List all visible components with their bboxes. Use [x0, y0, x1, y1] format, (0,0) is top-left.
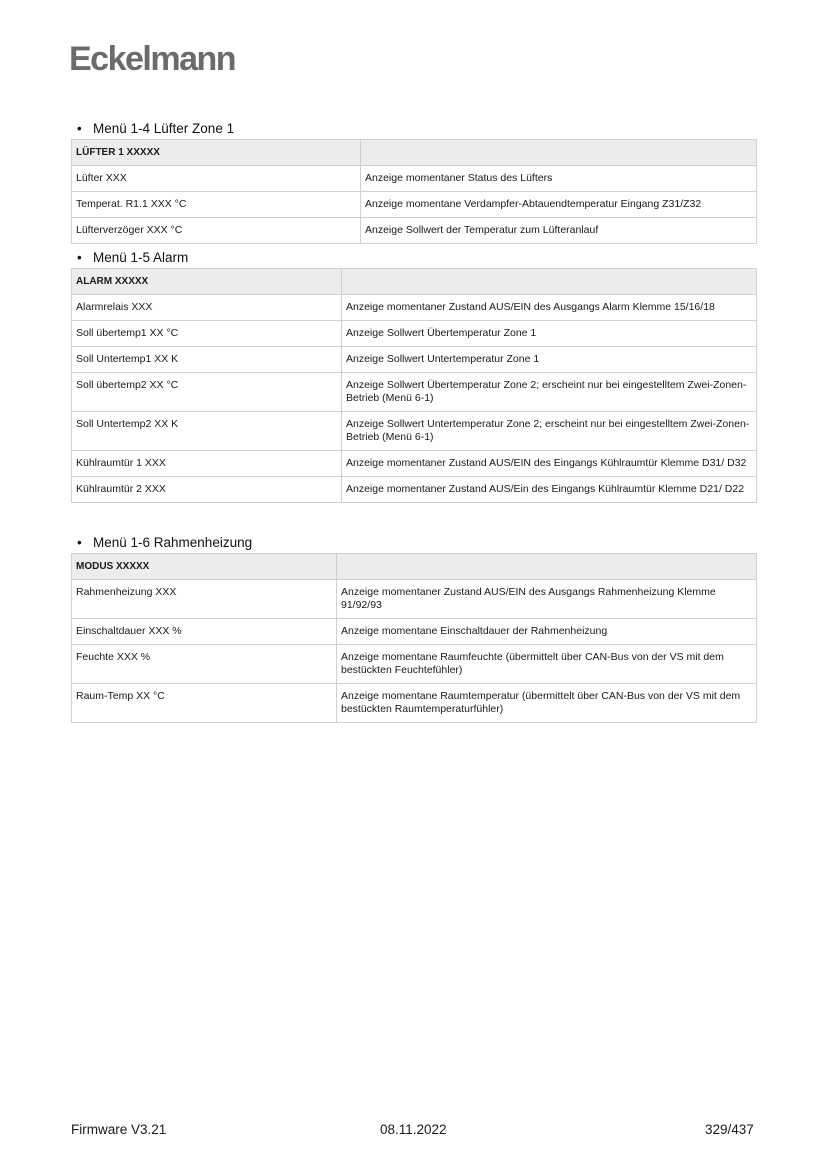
section-heading	[71, 119, 756, 139]
table-header-cell: ALARM XXXXX	[72, 269, 342, 295]
table-row	[72, 619, 757, 645]
desc-cell: Anzeige momentane Raumfeuchte (übermittelt über CAN-Bus von der VS mit dem bestückten Feuchtefühler)	[337, 645, 757, 684]
desc-cell: Anzeige momentaner Zustand AUS/Ein des Eingangs Kühlraumtür Klemme D21/ D22	[342, 477, 757, 503]
table-row	[72, 347, 757, 373]
param-cell: Soll Untertemp1 XX K	[72, 347, 342, 373]
param-cell: Temperat. R1.1 XXX °C	[72, 192, 361, 218]
param-cell: Feuchte XXX %	[72, 645, 337, 684]
section-title: Menü 1-4 Lüfter Zone 1	[93, 121, 235, 136]
table-header-cell: LÜFTER 1 XXXXX	[72, 140, 361, 166]
table-header-row	[72, 554, 757, 580]
table-row	[72, 412, 757, 451]
section-title: Menü 1-5 Alarm	[93, 250, 189, 265]
table-row	[72, 373, 757, 412]
info-table	[71, 553, 757, 723]
param-cell: Soll übertemp2 XX °C	[72, 373, 342, 412]
desc-cell: Anzeige Sollwert Übertemperatur Zone 1	[342, 321, 757, 347]
desc-cell: Anzeige momentane Verdampfer-Abtauendtemperatur Eingang Z31/Z32	[361, 192, 757, 218]
company-logo: Eckelmann	[69, 40, 236, 78]
desc-cell: Anzeige momentaner Zustand AUS/EIN des Eingangs Kühlraumtür Klemme D31/ D32	[342, 451, 757, 477]
param-cell: Alarmrelais XXX	[72, 295, 342, 321]
table-header-empty	[361, 140, 757, 166]
desc-cell: Anzeige Sollwert der Temperatur zum Lüfteranlauf	[361, 218, 757, 244]
section-heading	[71, 248, 756, 268]
param-cell: Lüfter XXX	[72, 166, 361, 192]
section-menu-1-4	[71, 119, 756, 244]
table-row	[72, 684, 757, 723]
table-row	[72, 477, 757, 503]
desc-cell: Anzeige momentaner Zustand AUS/EIN des Ausgangs Rahmenheizung Klemme 91/92/93	[337, 580, 757, 619]
bullet-icon: •	[77, 250, 82, 265]
param-cell: Einschaltdauer XXX %	[72, 619, 337, 645]
footer-page-number: 329/437	[705, 1122, 754, 1137]
desc-cell: Anzeige Sollwert Übertemperatur Zone 2; erscheint nur bei eingestelltem Zwei-Zonen-Betrieb (Menü 6-1)	[342, 373, 757, 412]
param-cell: Soll Untertemp2 XX K	[72, 412, 342, 451]
table-header-cell: MODUS XXXXX	[72, 554, 337, 580]
table-row	[72, 321, 757, 347]
section-heading	[71, 533, 756, 553]
desc-cell: Anzeige momentane Raumtemperatur (übermittelt über CAN-Bus von der VS mit dem bestückten Raumtemperaturfühler)	[337, 684, 757, 723]
param-cell: Rahmenheizung XXX	[72, 580, 337, 619]
desc-cell: Anzeige Sollwert Untertemperatur Zone 2; erscheint nur bei eingestelltem Zwei-Zonen-Betrieb (Menü 6-1)	[342, 412, 757, 451]
table-row	[72, 295, 757, 321]
desc-cell: Anzeige momentaner Status des Lüfters	[361, 166, 757, 192]
table-header-row	[72, 140, 757, 166]
table-row	[72, 218, 757, 244]
param-cell: Kühlraumtür 2 XXX	[72, 477, 342, 503]
table-header-row	[72, 269, 757, 295]
table-header-empty	[342, 269, 757, 295]
desc-cell: Anzeige momentane Einschaltdauer der Rahmenheizung	[337, 619, 757, 645]
table-row	[72, 645, 757, 684]
section-menu-1-6	[71, 533, 756, 723]
desc-cell: Anzeige Sollwert Untertemperatur Zone 1	[342, 347, 757, 373]
table-row	[72, 451, 757, 477]
table-header-empty	[337, 554, 757, 580]
desc-cell: Anzeige momentaner Zustand AUS/EIN des Ausgangs Alarm Klemme 15/16/18	[342, 295, 757, 321]
param-cell: Lüfterverzöger XXX °C	[72, 218, 361, 244]
param-cell: Soll übertemp1 XX °C	[72, 321, 342, 347]
param-cell: Raum-Temp XX °C	[72, 684, 337, 723]
footer-firmware: Firmware V3.21	[71, 1122, 167, 1137]
section-title: Menü 1-6 Rahmenheizung	[93, 535, 253, 550]
table-row	[72, 580, 757, 619]
info-table	[71, 139, 757, 244]
param-cell: Kühlraumtür 1 XXX	[72, 451, 342, 477]
info-table	[71, 268, 757, 503]
footer-date: 08.11.2022	[380, 1122, 447, 1137]
table-row	[72, 166, 757, 192]
table-row	[72, 192, 757, 218]
section-menu-1-5	[71, 248, 756, 503]
bullet-icon: •	[77, 535, 82, 550]
bullet-icon: •	[77, 121, 82, 136]
